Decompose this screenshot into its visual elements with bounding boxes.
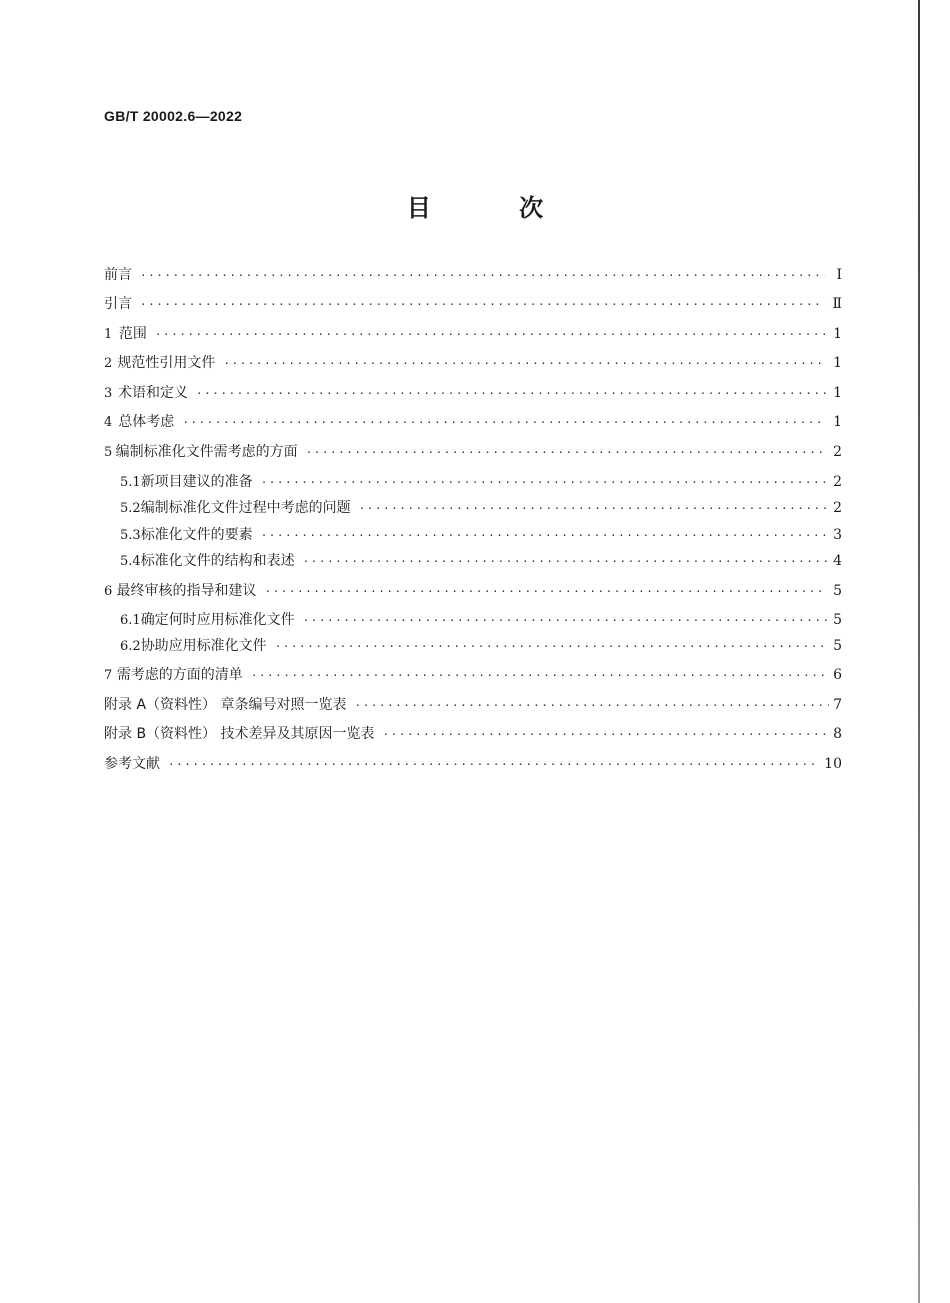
toc-entry-label: 标准化文件的结构和表述 xyxy=(140,553,295,569)
toc-entry-label: 术语和定义 xyxy=(118,385,188,401)
toc-entry-page: 6 xyxy=(833,667,842,683)
toc-entry-label: 引言 xyxy=(104,296,132,312)
toc-entry-number: 5.1 xyxy=(120,475,141,490)
toc-entry[interactable] xyxy=(104,352,842,374)
toc-entry[interactable] xyxy=(120,524,842,546)
toc-entry-label: 协助应用标准化文件 xyxy=(140,638,267,654)
toc-dot-leader xyxy=(182,412,826,434)
toc-entry[interactable] xyxy=(104,723,842,745)
toc-entry-page: 2 xyxy=(833,500,842,516)
document-code: GB/T 20002.6—2022 xyxy=(104,108,243,124)
toc-dot-leader xyxy=(251,665,827,687)
toc-entry[interactable] xyxy=(104,323,842,345)
toc-entry-label: 编制标准化文件需考虑的方面 xyxy=(115,444,298,460)
toc-entry[interactable] xyxy=(104,264,842,286)
toc-entry-number: 6.2 xyxy=(120,639,141,654)
toc-entry-number: 7 xyxy=(104,668,113,683)
toc-entry-number: 4 xyxy=(104,415,113,430)
toc-entry-label: 前言 xyxy=(104,267,132,283)
toc-entry-number: 5 xyxy=(104,445,113,460)
toc-entry-label: 附录 A（资料性） 章条编号对照一览表 xyxy=(104,697,347,713)
toc-entry-label: 规范性引用文件 xyxy=(117,355,216,371)
toc-dot-leader xyxy=(140,294,825,316)
toc-entry-page: 1 xyxy=(833,414,843,430)
toc-entry-page: 1 xyxy=(833,326,842,342)
toc-entry-number: 2 xyxy=(104,356,113,371)
toc-title: 目 次 xyxy=(406,194,584,222)
toc-entry-page: 4 xyxy=(833,553,842,569)
toc-dot-leader xyxy=(383,724,830,746)
toc-entry-label: 范围 xyxy=(118,326,147,342)
toc-entry-page: 3 xyxy=(833,527,842,543)
toc-entry-page: 5 xyxy=(833,638,842,654)
toc-entry-number: 6 xyxy=(104,584,113,599)
toc-entry-page: 10 xyxy=(824,756,842,772)
toc-dot-leader xyxy=(223,353,826,375)
toc-entry-page: 1 xyxy=(833,355,842,371)
toc-entry[interactable] xyxy=(104,694,842,716)
toc-entry-number: 5.2 xyxy=(120,501,141,516)
toc-entry-label: 参考文献 xyxy=(104,756,160,772)
toc-entry-label: 确定何时应用标准化文件 xyxy=(140,612,295,628)
toc-dot-leader xyxy=(303,551,828,573)
toc-entry[interactable] xyxy=(104,753,842,775)
toc-entry-number: 1 xyxy=(104,327,113,342)
toc-entry[interactable] xyxy=(120,497,842,519)
toc-entry-number: 5.4 xyxy=(120,554,141,569)
toc-entry-label: 新项目建议的准备 xyxy=(140,474,253,490)
toc-dot-leader xyxy=(359,498,829,520)
toc-dot-leader xyxy=(306,442,829,464)
toc-entry[interactable] xyxy=(104,382,842,404)
toc-entry-label: 最终审核的指导和建议 xyxy=(116,583,257,599)
toc-entry[interactable] xyxy=(104,441,842,463)
toc-entry-label: 需考虑的方面的清单 xyxy=(116,667,243,683)
toc-entry[interactable] xyxy=(120,609,842,631)
toc-entry[interactable] xyxy=(104,411,842,433)
toc-entry-number: 5.3 xyxy=(120,528,141,543)
toc-dot-leader xyxy=(168,754,820,776)
toc-entry[interactable] xyxy=(120,471,842,493)
toc-entry-number: 3 xyxy=(104,386,113,401)
toc-entry-label: 编制标准化文件过程中考虑的问题 xyxy=(140,500,351,516)
toc-dot-leader xyxy=(275,636,828,658)
toc-entry-label: 标准化文件的要素 xyxy=(140,527,253,543)
toc-entry-label: 附录 B（资料性） 技术差异及其原因一览表 xyxy=(104,726,375,742)
toc-entry[interactable] xyxy=(104,664,842,686)
toc-entry-page: Ⅰ xyxy=(836,267,842,283)
toc-entry-page: 2 xyxy=(833,444,842,460)
toc-dot-leader xyxy=(155,324,825,346)
toc-entry-number: 6.1 xyxy=(120,613,141,628)
toc-dot-leader xyxy=(196,383,826,405)
toc-entry[interactable] xyxy=(104,580,842,602)
toc-dot-leader xyxy=(140,265,825,287)
toc-dot-leader xyxy=(261,525,828,547)
toc-dot-leader xyxy=(265,581,828,603)
toc-dot-leader xyxy=(354,695,829,717)
toc-entry[interactable] xyxy=(104,293,842,315)
toc-entry-page: Ⅱ xyxy=(832,296,842,312)
toc-entry-page: 5 xyxy=(833,612,842,628)
toc-entry-page: 1 xyxy=(833,385,842,401)
toc-entry-page: 7 xyxy=(833,697,842,713)
toc-entry-page: 8 xyxy=(833,726,842,742)
toc-entry-page: 5 xyxy=(833,583,843,599)
toc-entry-label: 总体考虑 xyxy=(118,414,175,430)
toc-entry[interactable] xyxy=(120,635,842,657)
toc-entry-page: 2 xyxy=(833,474,842,490)
toc-entry[interactable] xyxy=(120,550,842,572)
toc-dot-leader xyxy=(261,472,828,494)
toc-dot-leader xyxy=(303,610,828,632)
